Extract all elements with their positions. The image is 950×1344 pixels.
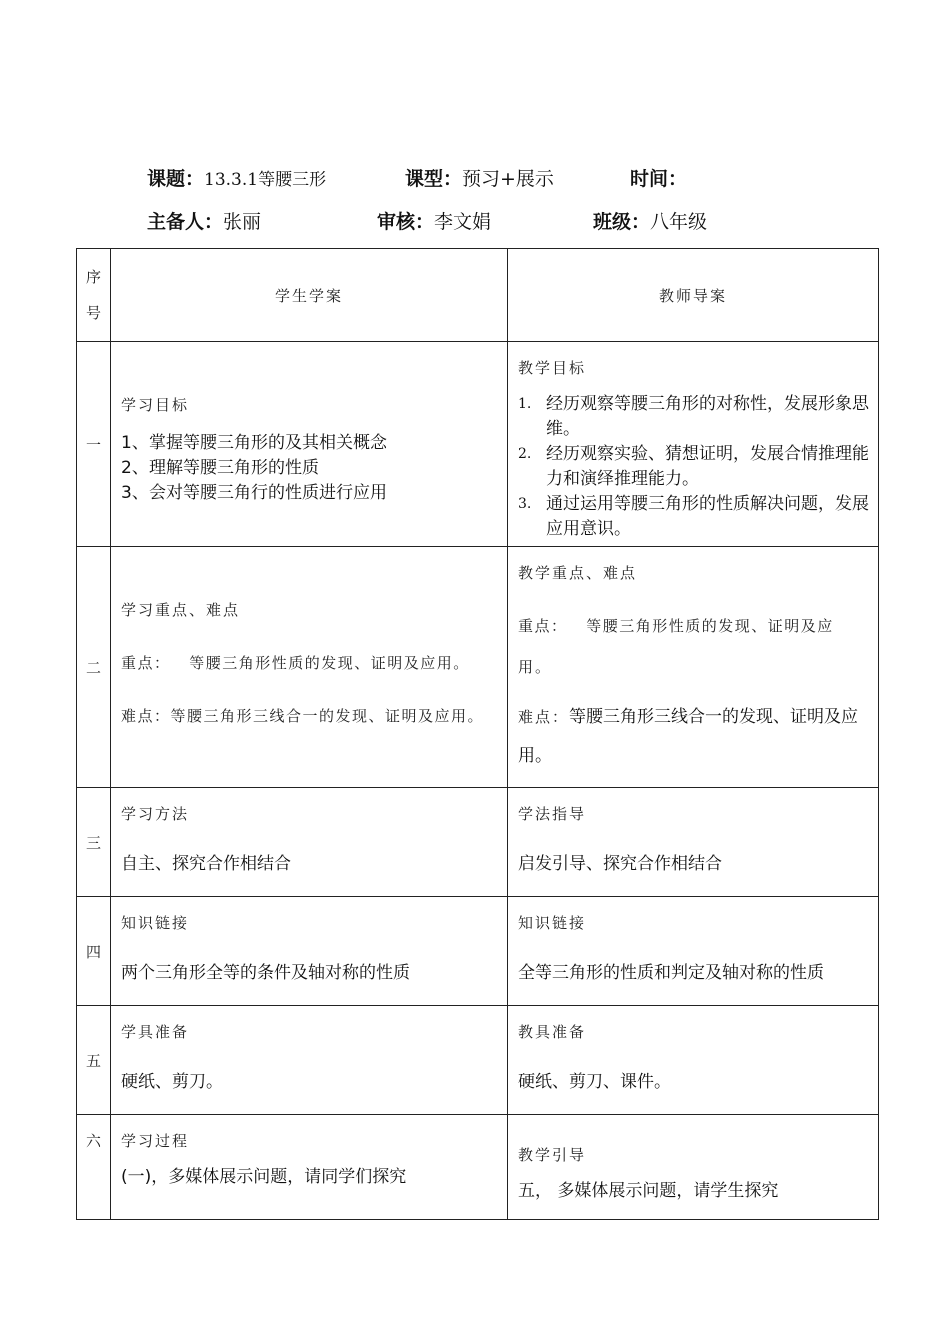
seq-cell xyxy=(77,342,111,547)
table-row xyxy=(77,1115,879,1220)
lesson-type-label: 课型： xyxy=(405,168,463,190)
time-label: 时间： xyxy=(630,168,688,190)
seq-number: 四 xyxy=(85,942,101,961)
teacher-focus-text: 重点： 等腰三角形性质的发现、证明及应 xyxy=(518,617,834,635)
seq-cell xyxy=(77,1006,111,1115)
teacher-section-label: 教学重点、难点 xyxy=(518,564,638,582)
list-item: 2. 经历观察实验、猜想证明，发展合情推理能力和演绎推理能力。 xyxy=(518,444,869,489)
teacher-section-text: 硬纸、剪刀、课件。 xyxy=(518,1072,671,1092)
seq-cell xyxy=(77,897,111,1006)
teacher-section-label: 教具准备 xyxy=(518,1023,587,1041)
teacher-section-label: 教学引导 xyxy=(518,1146,587,1164)
topic-field xyxy=(147,164,326,191)
seq-cell xyxy=(77,547,111,788)
teacher-focus-text-cont: 用。 xyxy=(518,658,553,676)
teacher-cell xyxy=(508,1115,879,1220)
preparer-value: 张丽 xyxy=(223,211,262,233)
teacher-difficulty-text-cont: 用。 xyxy=(518,746,552,766)
teacher-cell xyxy=(508,342,879,547)
teacher-difficulty-text: 等腰三角形三线合一的发现、证明及应 xyxy=(569,707,859,727)
student-cell xyxy=(111,897,508,1006)
seq-number: 三 xyxy=(85,833,101,852)
student-cell xyxy=(111,342,508,547)
teacher-plan-header-label: 教师导案 xyxy=(658,286,727,305)
lesson-type-field xyxy=(405,164,554,191)
student-section-text: 自主、探究合作相结合 xyxy=(121,854,291,874)
teacher-cell xyxy=(508,788,879,897)
student-section-label: 知识链接 xyxy=(121,914,190,932)
student-cell xyxy=(111,1115,508,1220)
list-item: 3. 通过运用等腰三角形的性质解决问题，发展应用意识。 xyxy=(518,494,869,539)
seq-cell xyxy=(77,1115,111,1220)
student-cell xyxy=(111,547,508,788)
class-field xyxy=(593,207,707,234)
student-plan-header xyxy=(111,249,508,342)
table-row xyxy=(77,788,879,897)
class-value: 八年级 xyxy=(650,211,708,233)
seq-header-line1: 序 xyxy=(85,268,101,286)
seq-header-cell xyxy=(77,249,111,342)
list-item: 1、 掌握等腰三角形的及其相关概念 xyxy=(121,433,387,453)
student-section-label: 学习重点、难点 xyxy=(121,601,241,619)
seq-number: 一 xyxy=(85,435,101,454)
time-field xyxy=(630,164,687,191)
teacher-section-label: 学法指导 xyxy=(518,805,587,823)
topic-value: 13.3.1等腰三形 xyxy=(204,170,327,190)
class-label: 班级： xyxy=(593,211,651,233)
student-focus-text: 重点： 等腰三角形性质的发现、证明及应用。 xyxy=(121,654,470,672)
student-section-label: 学具准备 xyxy=(121,1023,190,1041)
lesson-type-value: 预习+展示 xyxy=(462,168,554,190)
student-section-text: (一)，多媒体展示问题，请同学们探究 xyxy=(121,1167,407,1187)
reviewer-value: 李文娟 xyxy=(434,211,492,233)
list-item: 1. 经历观察等腰三角形的对称性，发展形象思维。 xyxy=(518,394,869,439)
reviewer-field xyxy=(377,207,491,234)
teacher-plan-header xyxy=(508,249,879,342)
seq-cell xyxy=(77,788,111,897)
seq-header-line2: 号 xyxy=(85,304,101,322)
table-row xyxy=(77,547,879,788)
teacher-section-label: 知识链接 xyxy=(518,914,587,932)
list-item: 3、 会对等腰三角行的性质进行应用 xyxy=(121,483,387,503)
reviewer-label: 审核： xyxy=(377,211,435,233)
teacher-difficulty-label: 难点： xyxy=(518,708,570,726)
teacher-section-text: 全等三角形的性质和判定及轴对称的性质 xyxy=(518,963,824,983)
teacher-cell xyxy=(508,897,879,1006)
table-header-row xyxy=(77,249,879,342)
student-section-label: 学习目标 xyxy=(121,396,190,414)
teacher-section-text: 五， 多媒体展示问题，请学生探究 xyxy=(518,1181,779,1201)
teacher-section-text: 启发引导、探究合作相结合 xyxy=(518,854,722,874)
student-plan-header-label: 学生学案 xyxy=(274,286,343,305)
teacher-cell xyxy=(508,547,879,788)
seq-number: 六 xyxy=(85,1132,101,1150)
topic-label: 课题： xyxy=(147,168,205,190)
table-row xyxy=(77,342,879,547)
student-section-text: 两个三角形全等的条件及轴对称的性质 xyxy=(121,963,410,983)
table-row xyxy=(77,1006,879,1115)
preparer-label: 主备人： xyxy=(147,211,224,233)
seq-number: 二 xyxy=(85,658,101,677)
list-item: 2、 理解等腰三角形的性质 xyxy=(121,458,319,478)
student-cell xyxy=(111,1006,508,1115)
preparer-field xyxy=(147,207,261,234)
student-section-label: 学习方法 xyxy=(121,805,190,823)
lesson-plan-table xyxy=(76,248,879,1220)
student-difficulty-text: 难点：等腰三角形三线合一的发现、证明及应用。 xyxy=(121,707,485,725)
teacher-section-label: 教学目标 xyxy=(518,359,587,377)
teacher-cell xyxy=(508,1006,879,1115)
seq-number: 五 xyxy=(85,1051,101,1070)
student-cell xyxy=(111,788,508,897)
student-section-label: 学习过程 xyxy=(121,1132,190,1150)
student-section-text: 硬纸、剪刀。 xyxy=(121,1072,223,1092)
table-row xyxy=(77,897,879,1006)
